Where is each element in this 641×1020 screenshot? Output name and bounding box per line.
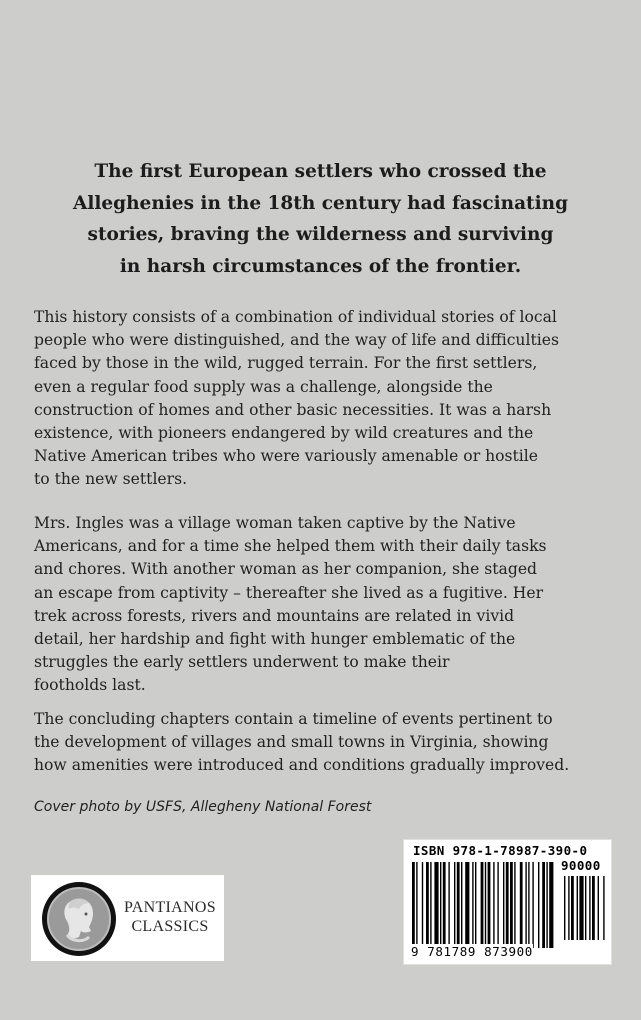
barcode-bar xyxy=(510,862,513,948)
barcode-bar xyxy=(568,876,569,940)
paragraph-line: how amenities were introduced and conditions gradually improved. xyxy=(34,756,570,775)
barcode-bar xyxy=(598,876,599,940)
publisher-name xyxy=(123,898,217,936)
paragraph-line: footholds last. xyxy=(34,676,146,695)
barcode-bar xyxy=(592,876,595,940)
barcode-bar xyxy=(485,862,486,948)
paragraph-line: Americans, and for a time she helped them with their daily tasks xyxy=(34,537,547,556)
barcode-bar xyxy=(416,862,417,948)
blurb-line: in harsh circumstances of the frontier. xyxy=(119,255,522,277)
paragraph-line: even a regular food supply was a challenge, alongside the xyxy=(34,377,493,396)
barcode-bar xyxy=(465,862,469,948)
paragraph-line: to the new settlers. xyxy=(34,470,188,489)
barcode-bar xyxy=(585,876,586,940)
barcode-bar xyxy=(549,862,553,948)
publisher-name-line: CLASSICS xyxy=(131,918,209,935)
barcode-bar xyxy=(461,862,462,948)
barcode-bar xyxy=(440,862,441,948)
description-paragraph-2 xyxy=(34,512,609,698)
barcode-bar xyxy=(564,876,565,940)
barcode-bar xyxy=(514,862,515,948)
barcode-bar xyxy=(422,862,423,948)
paragraph-line: people who were distinguished, and the way of life and difficulties xyxy=(34,331,559,350)
barcode-bar xyxy=(589,876,590,940)
paragraph-line: struggles the early settlers underwent to make their xyxy=(34,653,450,672)
paragraph-line: This history consists of a combination of individual stories of local xyxy=(34,308,557,326)
blurb-line: stories, braving the wilderness and surviving xyxy=(87,224,554,245)
paragraph-line: trek across forests, rivers and mountains are related in vivid xyxy=(34,606,515,625)
barcode-bar xyxy=(457,862,460,948)
paragraph-line: and chores. With another woman as her companion, she staged xyxy=(34,560,538,579)
barcode-bar xyxy=(577,876,578,940)
barcode-bar xyxy=(426,862,429,948)
barcode-bar xyxy=(520,862,523,948)
description-paragraph-3 xyxy=(34,708,609,778)
barcode-bar xyxy=(448,862,449,948)
barcode-bar xyxy=(475,862,476,948)
barcode-bar xyxy=(579,876,583,940)
barcode-bar xyxy=(603,876,604,940)
barcode-bar xyxy=(488,862,491,948)
ean-digits: 9 781789 873900 xyxy=(411,944,533,959)
publisher-logo xyxy=(31,875,224,961)
isbn-label: ISBN 978-1-78987-390-0 xyxy=(413,843,588,858)
photo-credit: Cover photo by USFS, Allegheny National Forest xyxy=(34,799,372,815)
barcode-bar xyxy=(532,862,533,948)
barcode-bar xyxy=(525,862,526,948)
paragraph-line: the development of villages and small towns in Virginia, showing xyxy=(34,733,549,752)
barcode-bar xyxy=(481,862,484,948)
barcode-bar xyxy=(503,862,504,948)
barcode-bar xyxy=(571,876,574,940)
paragraph-line: The concluding chapters contain a timeline of events pertinent to xyxy=(34,710,553,728)
barcode-bar xyxy=(412,862,415,948)
barcode-bar xyxy=(454,862,455,948)
blurb-line: Alleghenies in the 18th century had fascinating xyxy=(72,192,569,214)
barcode-bar xyxy=(538,862,539,948)
paragraph-line: Native American tribes who were variously amenable or hostile xyxy=(34,447,539,466)
paragraph-line: detail, her hardship and fight with hunger emblematic of the xyxy=(34,630,516,649)
description-paragraph-1 xyxy=(34,306,609,492)
barcode-bar xyxy=(493,862,494,948)
blurb-line: The first European settlers who crossed the xyxy=(94,161,547,182)
paragraph-line: construction of homes and other basic necessities. It was a harsh xyxy=(34,400,552,419)
barcode-bar xyxy=(546,862,547,948)
paragraph-line: an escape from captivity – thereafter she lived as a fugitive. Her xyxy=(34,583,544,602)
isbn-barcode xyxy=(403,839,612,965)
barcode-bar xyxy=(528,862,529,948)
paragraph-line: existence, with pioneers endangered by wild creatures and the xyxy=(34,424,534,443)
barcode-bar xyxy=(497,862,498,948)
publisher-name-line: PANTIANOS xyxy=(124,899,216,916)
blurb xyxy=(40,156,601,282)
price-code: 90000 xyxy=(561,858,601,873)
barcode-bar xyxy=(506,862,509,948)
coin-portrait-icon xyxy=(41,881,117,957)
barcode-bar xyxy=(472,862,473,948)
barcode-bar xyxy=(443,862,446,948)
barcode-bar xyxy=(434,862,438,948)
paragraph-line: Mrs. Ingles was a village woman taken captive by the Native xyxy=(34,514,516,532)
paragraph-line: faced by those in the wild, rugged terrain. For the first settlers, xyxy=(34,354,538,373)
barcode-bar xyxy=(430,862,431,948)
barcode-bar xyxy=(542,862,545,948)
